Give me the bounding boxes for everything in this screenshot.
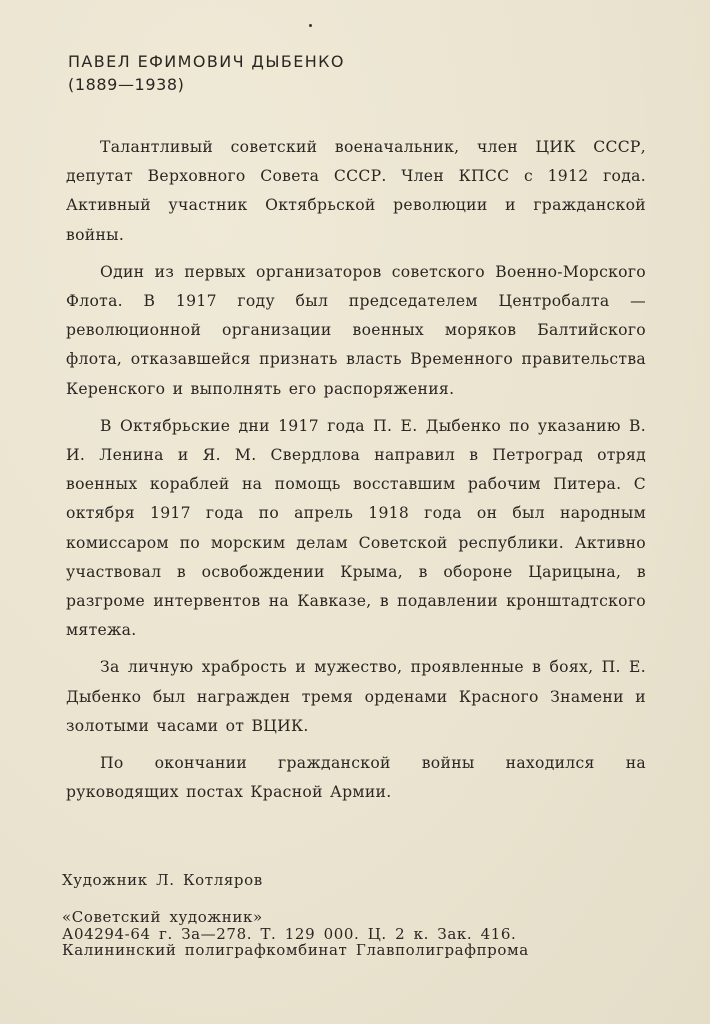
print-codes-line: А04294-64 г. За—278. Т. 129 000. Ц. 2 к. Зак. 416. <box>62 924 517 943</box>
title-block <box>68 50 345 96</box>
publisher-line: «Советский художник» <box>62 908 263 926</box>
paragraph: По окончании гражданской войны находился на руководящих постах Красной Армии. <box>66 754 646 802</box>
printer-line: Калининский полиграфкомбинат Главполиграфпрома <box>62 941 529 959</box>
paragraph: Талантливый советский военачальник, член ЦИК СССР, депутат Верховного Совета СССР. Член КПСС с 1912 года. Активный участник Октябрьской революции и гражданской войны. <box>66 138 646 244</box>
biography-text <box>66 133 646 815</box>
paragraph: За личную храбрость и мужество, проявленные в боях, П. Е. Дыбенко был награжден тремя орденами Красного Знамени и золотыми часами от ВЦИК. <box>66 658 646 735</box>
print-speck <box>309 24 312 27</box>
artist-credit: Художник Л. Котляров <box>62 871 263 889</box>
paragraph: Один из первых организаторов советского Военно-Морского Флота. В 1917 году был председателем Центробалта — революционной организации военных моряков Балтийского флота, отказавшейся признать власть Временного правительства Керенского и выполнять его распоряжения. <box>66 262 646 398</box>
person-name: ПАВЕЛ ЕФИМОВИЧ ДЫБЕНКО <box>68 52 345 71</box>
life-years: (1889—1938) <box>68 75 185 94</box>
paragraph: В Октябрьские дни 1917 года П. Е. Дыбенко по указанию В. И. Ленина и Я. М. Свердлова направил в Петроград отряд военных кораблей на помощь восставшим рабочим Питера. С октября 1917 года по апрель 1918 года он был народным комиссаром по морским делам Советской республики. Активно участвовал в освобождении Крыма, в обороне Царицына, в разгроме интервентов на Кавказе, в подавлении кронштадтского мятежа. <box>66 416 646 640</box>
imprint-block <box>62 909 529 959</box>
